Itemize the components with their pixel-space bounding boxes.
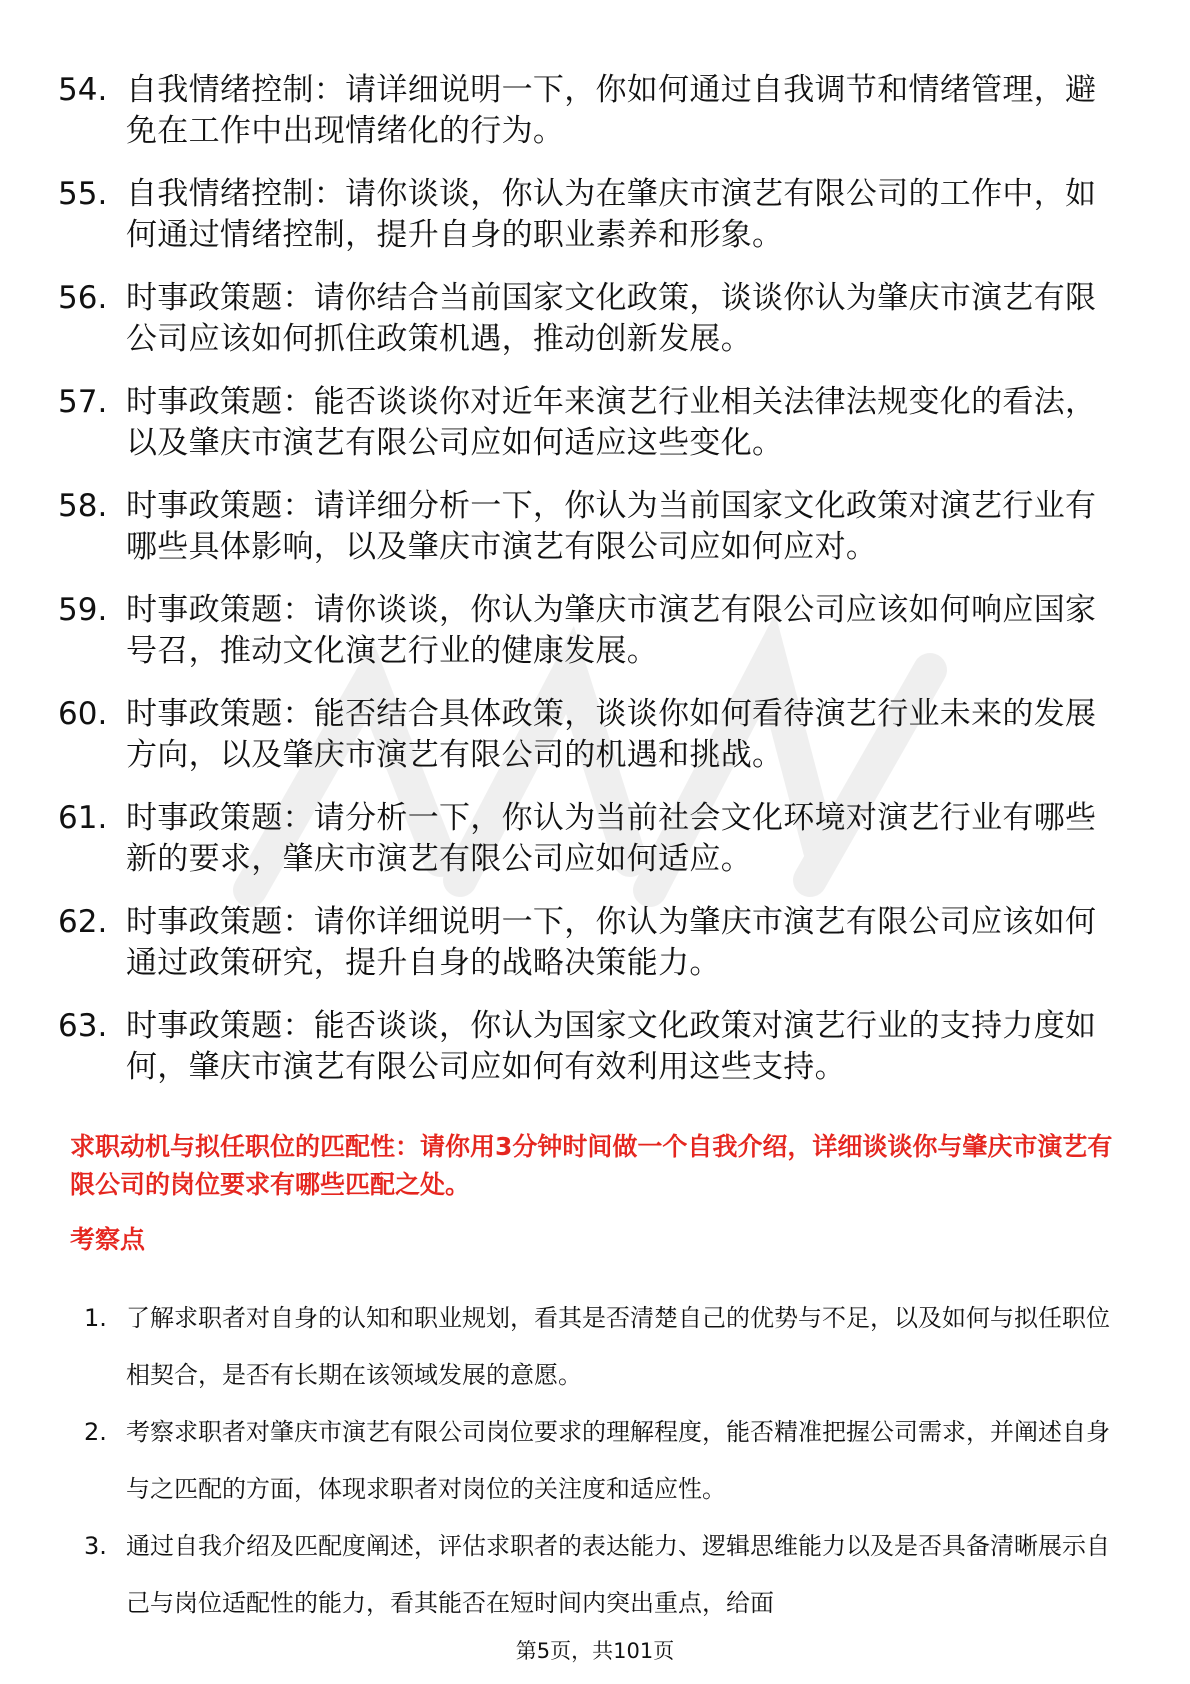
question-number: 54. <box>58 72 108 108</box>
question-item <box>58 70 1118 152</box>
point-list <box>84 1290 1119 1632</box>
point-text: 考察求职者对肇庆市演艺有限公司岗位要求的理解程度，能否精准把握公司需求，并阐述自身与之匹配的方面，体现求职者对岗位的关注度和适应性。 <box>126 1418 1110 1503</box>
question-text: 时事政策题：能否结合具体政策，谈谈你如何看待演艺行业未来的发展方向，以及肇庆市演艺有限公司的机遇和挑战。 <box>126 696 1097 773</box>
point-text: 了解求职者对自身的认知和职业规划，看其是否清楚自己的优势与不足，以及如何与拟任职位相契合，是否有长期在该领域发展的意愿。 <box>126 1304 1110 1389</box>
question-item <box>58 486 1118 568</box>
point-item <box>84 1290 1119 1404</box>
question-item <box>58 590 1118 672</box>
question-text: 时事政策题：请你结合当前国家文化政策，谈谈你认为肇庆市演艺有限公司应该如何抓住政策机遇，推动创新发展。 <box>126 280 1097 357</box>
question-number: 61. <box>58 800 108 836</box>
question-number: 60. <box>58 696 108 732</box>
question-number: 56. <box>58 280 108 316</box>
point-item <box>84 1518 1119 1632</box>
point-number: 1. <box>84 1304 107 1332</box>
question-text: 自我情绪控制：请详细说明一下，你如何通过自我调节和情绪管理，避免在工作中出现情绪化的行为。 <box>126 72 1097 149</box>
question-text: 时事政策题：请分析一下，你认为当前社会文化环境对演艺行业有哪些新的要求，肇庆市演艺有限公司应如何适应。 <box>126 800 1097 877</box>
point-number: 3. <box>84 1532 107 1560</box>
question-item <box>58 1006 1118 1088</box>
question-number: 57. <box>58 384 108 420</box>
question-text: 时事政策题：请你详细说明一下，你认为肇庆市演艺有限公司应该如何通过政策研究，提升自身的战略决策能力。 <box>126 904 1097 981</box>
question-text: 时事政策题：能否谈谈，你认为国家文化政策对演艺行业的支持力度如何，肇庆市演艺有限公司应如何有效利用这些支持。 <box>126 1008 1097 1085</box>
question-item <box>58 798 1118 880</box>
question-item <box>58 694 1118 776</box>
point-item <box>84 1404 1119 1518</box>
question-text: 时事政策题：请详细分析一下，你认为当前国家文化政策对演艺行业有哪些具体影响，以及肇庆市演艺有限公司应如何应对。 <box>126 488 1097 565</box>
page-footer: 第5页，共101页 <box>515 1639 675 1663</box>
question-number: 62. <box>58 904 108 940</box>
point-text: 通过自我介绍及匹配度阐述，评估求职者的表达能力、逻辑思维能力以及是否具备清晰展示自己与岗位适配性的能力，看其能否在短时间内突出重点，给面 <box>126 1532 1110 1617</box>
question-list <box>58 70 1118 1110</box>
point-number: 2. <box>84 1418 107 1446</box>
question-number: 63. <box>58 1008 108 1044</box>
question-text: 时事政策题：能否谈谈你对近年来演艺行业相关法律法规变化的看法，以及肇庆市演艺有限公司应如何适应这些变化。 <box>126 384 1097 461</box>
question-text: 自我情绪控制：请你谈谈，你认为在肇庆市演艺有限公司的工作中，如何通过情绪控制，提升自身的职业素养和形象。 <box>126 176 1097 253</box>
question-item <box>58 382 1118 464</box>
question-item <box>58 174 1118 256</box>
question-number: 58. <box>58 488 108 524</box>
question-number: 59. <box>58 592 108 628</box>
highlight-question: 求职动机与拟任职位的匹配性：请你用3分钟时间做一个自我介绍，详细谈谈你与肇庆市演艺有限公司的岗位要求有哪些匹配之处。 <box>70 1132 1113 1199</box>
question-text: 时事政策题：请你谈谈，你认为肇庆市演艺有限公司应该如何响应国家号召，推动文化演艺行业的健康发展。 <box>126 592 1097 669</box>
section-label: 考察点 <box>70 1225 146 1254</box>
question-item <box>58 278 1118 360</box>
question-number: 55. <box>58 176 108 212</box>
question-item <box>58 902 1118 984</box>
